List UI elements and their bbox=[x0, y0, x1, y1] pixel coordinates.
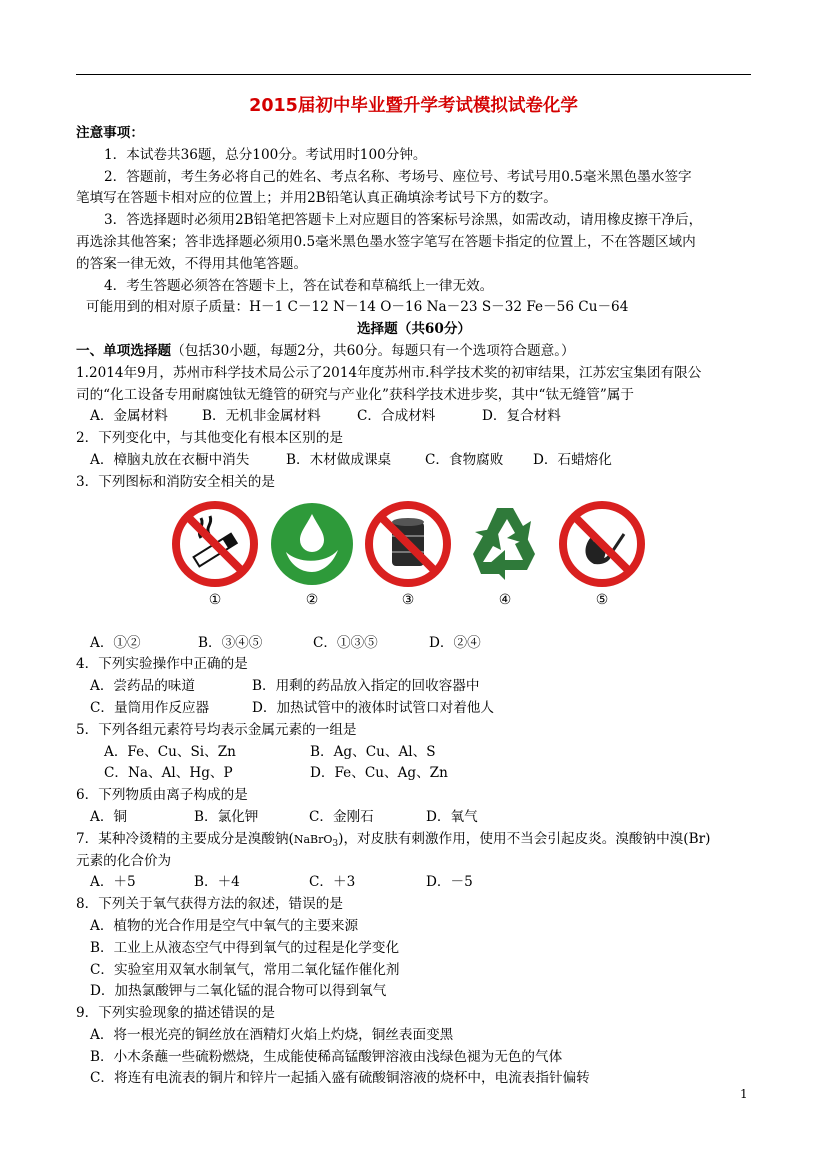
q7-formula-sub: 3 bbox=[332, 838, 339, 849]
q2-option-d: D．石蜡熔化 bbox=[533, 451, 612, 468]
q6-stem: 6．下列物质由离子构成的是 bbox=[76, 787, 248, 804]
notice-line-2: 2．答题前，考生务必将自己的姓名、考点名称、考场号、座位号、考试号用0.5毫米黑色墨水签字 bbox=[104, 168, 692, 185]
q7-formula-main: NaBrO bbox=[293, 832, 333, 846]
q4-option-b: B．用剩的药品放入指定的回收容器中 bbox=[252, 678, 480, 695]
q7-line-2: 元素的化合价为 bbox=[76, 852, 172, 869]
q2-option-a: A．樟脑丸放在衣橱中消失 bbox=[90, 451, 250, 468]
q2-options bbox=[76, 450, 752, 472]
q3-options bbox=[76, 633, 752, 655]
q7-line-1 bbox=[76, 829, 752, 851]
q8-option-b: B．工业上从液态空气中得到氧气的过程是化学变化 bbox=[90, 939, 400, 956]
section-title: 选择题（共60分） bbox=[356, 321, 472, 338]
water-saving-icon bbox=[268, 500, 356, 588]
q6-option-d: D．氧气 bbox=[426, 808, 478, 825]
q4-options-row-1 bbox=[76, 676, 752, 698]
q5-option-c: C．Na、Al、Hg、P bbox=[104, 765, 233, 782]
notice-heading: 注意事项： bbox=[76, 125, 144, 141]
q4-option-a: A．尝药品的味道 bbox=[90, 678, 195, 695]
q3-icon-row bbox=[76, 500, 752, 635]
q7-line-1-b: )，对皮肤有刺激作用，使用不当会引起皮炎。溴酸钠中溴(Br) bbox=[338, 830, 711, 847]
notice-line-3: 笔填写在答题卡相对应的位置上；并用2B铅笔认真正确填涂考试号下方的数字。 bbox=[76, 190, 557, 207]
q1-options bbox=[76, 406, 752, 428]
q1-option-d: D．复合材料 bbox=[482, 408, 561, 425]
q7-option-a: A．＋5 bbox=[90, 874, 136, 891]
icon-label-3: ③ bbox=[401, 591, 415, 608]
icon-label-1: ① bbox=[208, 591, 222, 608]
exam-body bbox=[76, 123, 752, 1090]
q8-option-a: A．植物的光合作用是空气中氧气的主要来源 bbox=[90, 917, 359, 934]
recycling-icon bbox=[461, 500, 549, 588]
q4-option-c: C．量筒用作反应器 bbox=[90, 699, 210, 716]
notice-line-7: 4．考生答题必须答在答题卡上，答在试卷和草稿纸上一律无效。 bbox=[104, 277, 494, 294]
q8-option-c: C．实验室用双氧水制氧气，常用二氧化锰作催化剂 bbox=[90, 961, 400, 978]
q5-options-row-2 bbox=[76, 763, 752, 785]
q5-option-d: D．Fe、Cu、Ag、Zn bbox=[310, 765, 448, 782]
page-number: 1 bbox=[740, 1087, 748, 1101]
part1-heading: 一、单项选择题 bbox=[76, 342, 172, 359]
q9-option-a: A．将一根光亮的铜丝放在酒精灯火焰上灼烧，铜丝表面变黑 bbox=[90, 1026, 454, 1043]
q2-option-b: B．木材做成课桌 bbox=[286, 451, 392, 468]
q5-stem: 5．下列各组元素符号均表示金属元素的一组是 bbox=[76, 721, 357, 738]
q6-option-c: C．金刚石 bbox=[309, 808, 374, 825]
q8-option-d: D．加热氯酸钾与二氧化锰的混合物可以得到氧气 bbox=[90, 983, 387, 1000]
q7-option-c: C．＋3 bbox=[309, 874, 356, 891]
q8-stem: 8．下列关于氧气获得方法的叙述，错误的是 bbox=[76, 896, 343, 913]
q6-option-a: A．铜 bbox=[90, 808, 128, 825]
notice-line-4: 3．答选择题时必须用2B铅笔把答题卡上对应题目的答案标号涂黑，如需改动，请用橡皮擦干净后， bbox=[104, 212, 703, 229]
q3-stem: 3．下列图标和消防安全相关的是 bbox=[76, 473, 275, 490]
q7-options bbox=[76, 872, 752, 894]
q9-option-b: B．小木条蘸一些硫粉燃烧，生成能使稀高锰酸钾溶液由浅绿色褪为无色的气体 bbox=[90, 1048, 563, 1065]
no-smoking-icon bbox=[171, 500, 259, 588]
q7-option-d: D．－5 bbox=[426, 874, 473, 891]
page-title: 2015届初中毕业暨升学考试模拟试卷化学 bbox=[249, 96, 578, 116]
header-rule bbox=[76, 74, 751, 75]
icon-label-4: ④ bbox=[498, 591, 512, 608]
q3-option-d: D．②④ bbox=[429, 634, 481, 651]
icon-label-5: ⑤ bbox=[595, 591, 609, 608]
notice-line-5: 再选涂其他答案；答非选择题必须用0.5毫米黑色墨水签字笔写在答题卡指定的位置上，不在答题区域内 bbox=[76, 233, 696, 250]
q2-stem: 2．下列变化中，与其他变化有根本区别的是 bbox=[76, 430, 343, 447]
q3-option-a: A．①② bbox=[90, 634, 141, 651]
icon-label-2: ② bbox=[305, 591, 319, 608]
no-flammable-barrel-icon bbox=[364, 500, 452, 588]
part1-header bbox=[76, 341, 752, 363]
q7-option-b: B．＋4 bbox=[194, 874, 240, 891]
q1-option-a: A．金属材料 bbox=[90, 408, 168, 425]
notice-line-1: 1．本试卷共36题，总分100分。考试用时100分钟。 bbox=[104, 146, 427, 163]
q3-option-b: B．③④⑤ bbox=[198, 634, 263, 651]
q5-options-row-1 bbox=[76, 742, 752, 764]
q4-options-row-2 bbox=[76, 698, 752, 720]
q4-stem: 4．下列实验操作中正确的是 bbox=[76, 656, 248, 673]
q3-option-c: C．①③⑤ bbox=[313, 634, 378, 651]
part1-desc: （包括30小题，每题2分，共60分。每题只有一个选项符合题意。） bbox=[171, 342, 575, 359]
notice-line-6: 的答案一律无效，不得用其他笔答题。 bbox=[76, 255, 308, 272]
q9-option-c: C．将连有电流表的铜片和锌片一起插入盛有硫酸铜溶液的烧杯中，电流表指针偏转 bbox=[90, 1070, 590, 1087]
q6-option-b: B．氯化钾 bbox=[194, 808, 259, 825]
q7-line-1-a: 7．某种冷烫精的主要成分是溴酸钠( bbox=[76, 830, 294, 847]
q5-option-a: A．Fe、Cu、Si、Zn bbox=[104, 743, 236, 760]
q1-option-c: C．合成材料 bbox=[357, 408, 436, 425]
q6-options bbox=[76, 807, 752, 829]
q1-line-1: 1.2014年9月，苏州市科学技术局公示了2014年度苏州市.科学技术奖的初审结果，江苏宏宝集团有限公 bbox=[76, 364, 702, 381]
atomic-mass: 可能用到的相对原子质量：H－1 C－12 N－14 O－16 Na－23 S－32 Fe－56 Cu－64 bbox=[86, 299, 629, 316]
no-open-flame-icon bbox=[558, 500, 646, 588]
q9-stem: 9．下列实验现象的描述错误的是 bbox=[76, 1005, 275, 1022]
q7-formula bbox=[293, 832, 339, 849]
q2-option-c: C．食物腐败 bbox=[425, 451, 504, 468]
q4-option-d: D．加热试管中的液体时试管口对着他人 bbox=[252, 699, 494, 716]
q1-option-b: B．无机非金属材料 bbox=[202, 408, 321, 425]
q5-option-b: B．Ag、Cu、Al、S bbox=[310, 743, 436, 760]
q1-line-2: 司的“化工设备专用耐腐蚀钛无缝管的研究与产业化”获科学技术进步奖，其中“钛无缝管”属于 bbox=[76, 386, 634, 403]
